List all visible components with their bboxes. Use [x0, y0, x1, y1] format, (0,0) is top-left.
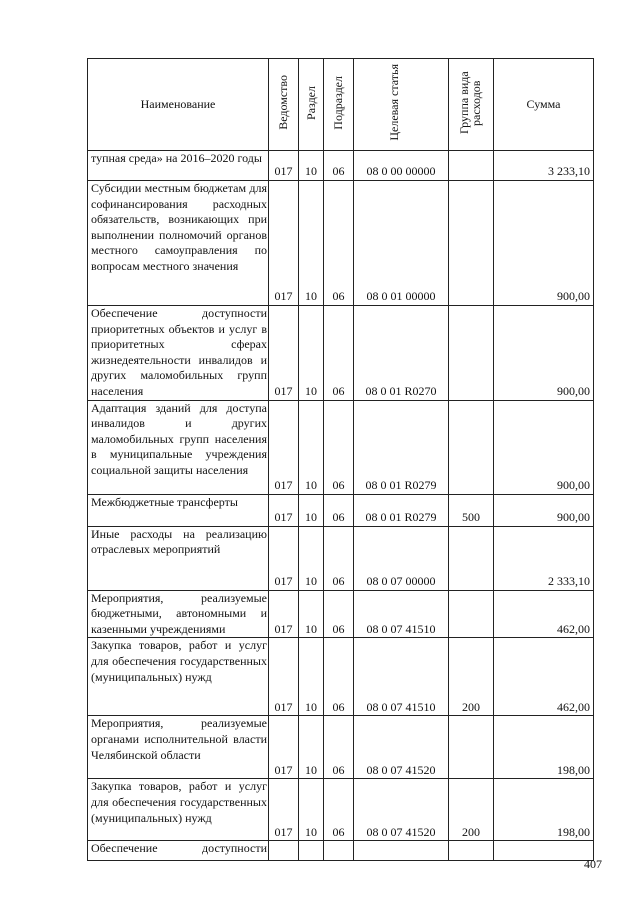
row-section: 10	[299, 494, 324, 526]
row-expense-group	[449, 181, 494, 306]
table-row	[88, 494, 594, 526]
header-department: Ведомство	[269, 59, 299, 151]
row-target-article: 08 0 07 41520	[354, 716, 449, 779]
row-subsection: 06	[324, 306, 354, 401]
row-sum: 198,00	[494, 716, 594, 779]
row-section: 10	[299, 526, 324, 590]
row-sum: 198,00	[494, 779, 594, 841]
header-subsection: Подраздел	[324, 59, 354, 151]
row-target-article	[354, 841, 449, 861]
row-subsection: 06	[324, 590, 354, 638]
row-expense-group	[449, 526, 494, 590]
table-row	[88, 716, 594, 779]
row-subsection: 06	[324, 526, 354, 590]
row-sum: 900,00	[494, 181, 594, 306]
row-section: 10	[299, 716, 324, 779]
row-expense-group: 200	[449, 779, 494, 841]
row-sum: 900,00	[494, 306, 594, 401]
row-target-article: 08 0 07 00000	[354, 526, 449, 590]
row-expense-group: 500	[449, 494, 494, 526]
table-row	[88, 841, 594, 861]
row-department: 017	[269, 716, 299, 779]
table-row	[88, 151, 594, 181]
row-section	[299, 841, 324, 861]
row-section: 10	[299, 181, 324, 306]
row-sum: 2 333,10	[494, 526, 594, 590]
row-expense-group	[449, 590, 494, 638]
row-department: 017	[269, 306, 299, 401]
row-name: Мероприятия, реализуемые бюджетными, автономными и казенными учреждениями	[88, 590, 269, 638]
row-subsection	[324, 841, 354, 861]
row-section: 10	[299, 400, 324, 494]
row-target-article: 08 0 00 00000	[354, 151, 449, 181]
row-target-article: 08 0 01 00000	[354, 181, 449, 306]
row-sum: 462,00	[494, 638, 594, 716]
row-section: 10	[299, 306, 324, 401]
row-subsection: 06	[324, 716, 354, 779]
row-name: Адаптация зданий для доступа инвалидов и других маломобильных групп населения в муниципальные учреждения социальной защиты населения	[88, 400, 269, 494]
row-expense-group	[449, 841, 494, 861]
row-name: Субсидии местным бюджетам для софинансирования расходных обязательств, возникающих при выполнении полномочий органов местного самоуправления по вопросам местного значения	[88, 181, 269, 306]
row-name: Закупка товаров, работ и услуг для обеспечения государственных (муниципальных) нужд	[88, 779, 269, 841]
row-sum: 3 233,10	[494, 151, 594, 181]
row-sum: 900,00	[494, 400, 594, 494]
row-department: 017	[269, 526, 299, 590]
table-row	[88, 306, 594, 401]
row-department: 017	[269, 181, 299, 306]
row-expense-group	[449, 716, 494, 779]
row-department: 017	[269, 494, 299, 526]
row-target-article: 08 0 01 R0279	[354, 400, 449, 494]
row-name: Мероприятия, реализуемые органами исполнительной власти Челябинской области	[88, 716, 269, 779]
header-expense-group: Группа вида расходов	[449, 59, 494, 151]
row-target-article: 08 0 01 R0279	[354, 494, 449, 526]
row-target-article: 08 0 01 R0270	[354, 306, 449, 401]
row-expense-group	[449, 306, 494, 401]
table-row	[88, 638, 594, 716]
header-section: Раздел	[299, 59, 324, 151]
row-target-article: 08 0 07 41510	[354, 638, 449, 716]
row-expense-group	[449, 400, 494, 494]
row-sum: 462,00	[494, 590, 594, 638]
row-target-article: 08 0 07 41510	[354, 590, 449, 638]
row-sum	[494, 841, 594, 861]
row-name: Межбюджетные трансферты	[88, 494, 269, 526]
row-sum: 900,00	[494, 494, 594, 526]
page-number: 407	[584, 857, 602, 871]
row-department: 017	[269, 400, 299, 494]
table-row	[88, 181, 594, 306]
row-section: 10	[299, 151, 324, 181]
row-target-article: 08 0 07 41520	[354, 779, 449, 841]
row-subsection: 06	[324, 638, 354, 716]
header-name: Наименование	[88, 59, 269, 151]
table-header-row	[88, 59, 594, 151]
row-name: Обеспечение доступности	[88, 841, 269, 861]
row-section: 10	[299, 638, 324, 716]
budget-table	[87, 58, 594, 861]
row-subsection: 06	[324, 779, 354, 841]
row-department: 017	[269, 151, 299, 181]
row-subsection: 06	[324, 151, 354, 181]
row-subsection: 06	[324, 494, 354, 526]
table-row	[88, 779, 594, 841]
row-name: Закупка товаров, работ и услуг для обеспечения государственных (муниципальных) нужд	[88, 638, 269, 716]
row-department	[269, 841, 299, 861]
row-expense-group: 200	[449, 638, 494, 716]
row-subsection: 06	[324, 400, 354, 494]
table-row	[88, 400, 594, 494]
table-row	[88, 526, 594, 590]
row-department: 017	[269, 638, 299, 716]
row-section: 10	[299, 779, 324, 841]
row-expense-group	[449, 151, 494, 181]
table-row	[88, 590, 594, 638]
header-target-article: Целевая статья	[354, 59, 449, 151]
row-name: Обеспечение доступности приоритетных объектов и услуг в приоритетных сферах жизнедеятельности инвалидов и других маломобильных групп населения	[88, 306, 269, 401]
row-department: 017	[269, 779, 299, 841]
row-subsection: 06	[324, 181, 354, 306]
row-name: тупная среда» на 2016–2020 годы	[88, 151, 269, 181]
row-name: Иные расходы на реализацию отраслевых мероприятий	[88, 526, 269, 590]
row-department: 017	[269, 590, 299, 638]
row-section: 10	[299, 590, 324, 638]
header-sum: Сумма	[494, 59, 594, 151]
